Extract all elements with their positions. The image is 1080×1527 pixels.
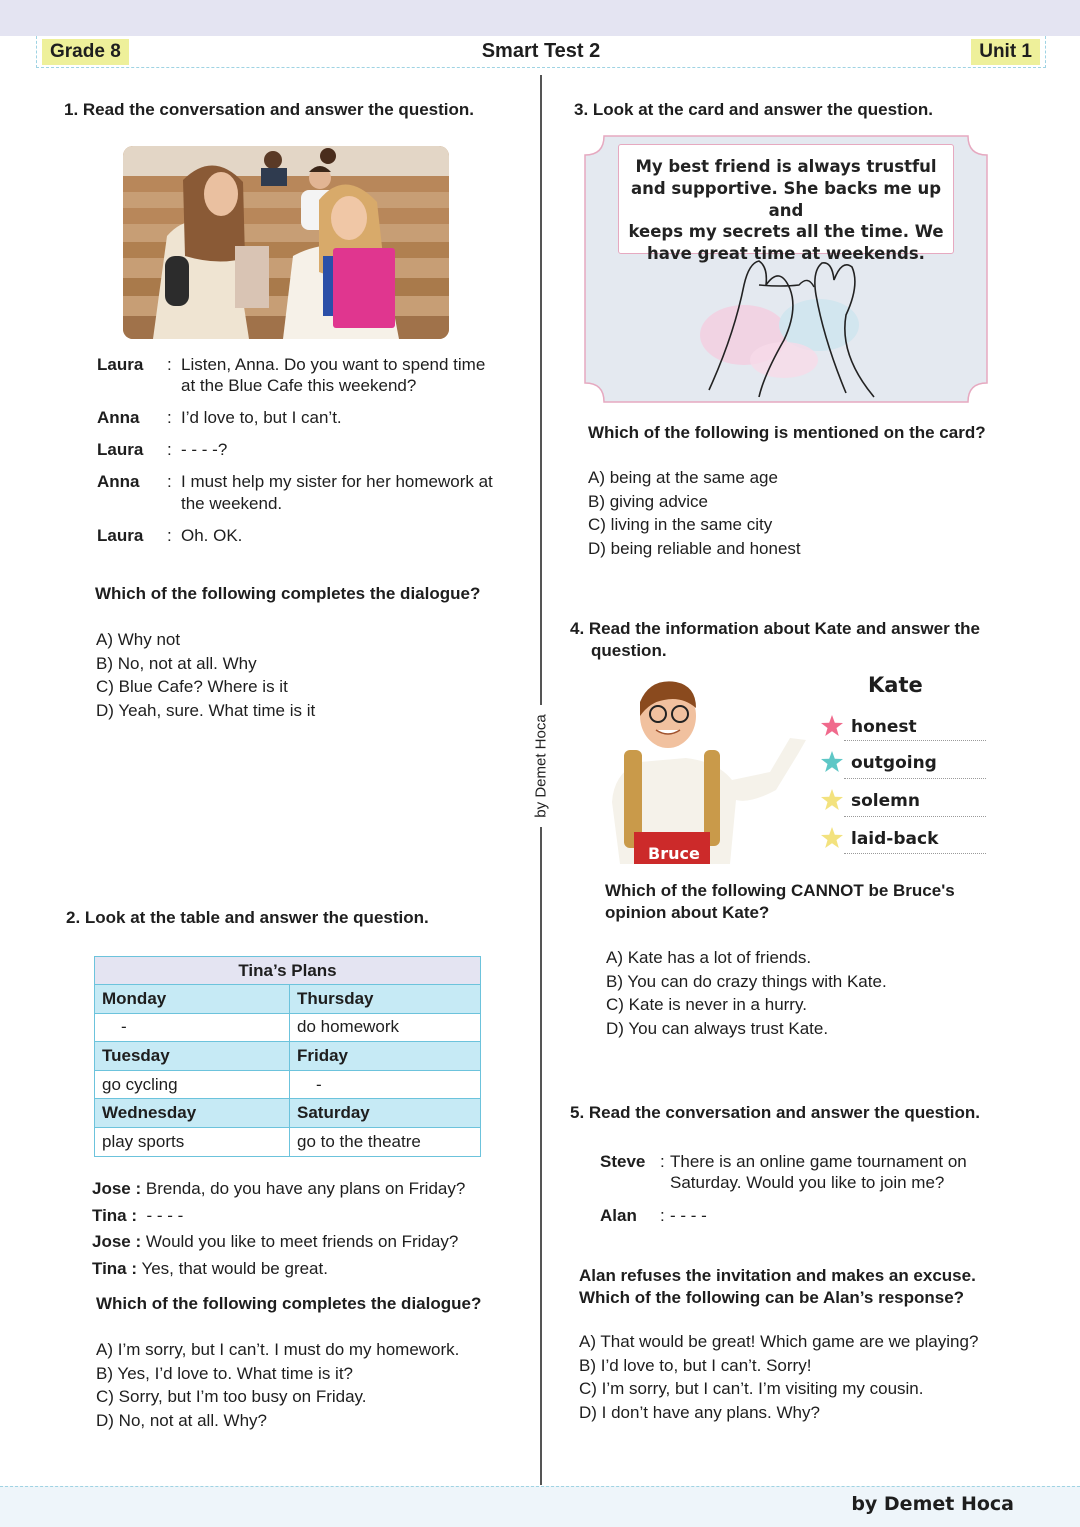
dialogue-line: Anna : I’d love to, but I can’t. <box>97 408 342 427</box>
q1-title: 1. Read the conversation and answer the question. <box>64 100 474 119</box>
q5-question-cont: Which of the following can be Alan’s response? <box>579 1288 965 1307</box>
teal-star-icon <box>820 750 844 774</box>
dialogue-line: Alan : - - - - <box>600 1206 707 1225</box>
trait-honest: honest <box>851 717 917 737</box>
dialogue-line: Jose : Would you like to meet friends on Friday? <box>92 1232 459 1251</box>
q1-options <box>96 628 315 722</box>
q4-title-cont: question. <box>591 641 667 660</box>
option-c[interactable]: C) I’m sorry, but I can’t. I’m visiting my cousin. <box>579 1379 924 1399</box>
card-message: My best friend is always trustful and supportive. She backs me up and keeps my secrets all the time. We have great time at weekends. <box>618 144 954 254</box>
tina-plans-table <box>94 956 481 1157</box>
kate-title: Kate <box>868 673 923 697</box>
pink-star-icon <box>820 714 844 738</box>
table-caption: Tina’s Plans <box>95 957 481 985</box>
option-a[interactable]: A) being at the same age <box>588 468 778 487</box>
option-a[interactable]: A) Kate has a lot of friends. <box>606 948 812 967</box>
option-c[interactable]: C) Kate is never in a hurry. <box>606 995 807 1015</box>
dotted-line <box>844 816 986 817</box>
table-row: play sports go to the theatre <box>95 1127 481 1156</box>
unit-badge: Unit 1 <box>971 39 1040 65</box>
q5-question: Alan refuses the invitation and makes an excuse. <box>579 1266 976 1285</box>
q4-question: Which of the following CANNOT be Bruce's <box>605 881 955 900</box>
dialogue-line: Tina : Yes, that would be great. <box>92 1258 328 1278</box>
q3-options <box>588 466 801 560</box>
trait-laid-back: laid-back <box>851 829 939 849</box>
dialogue-line: Laura : Oh. OK. <box>97 526 243 545</box>
option-d[interactable]: D) Yeah, sure. What time is it <box>96 700 316 720</box>
table-row: - do homework <box>95 1013 481 1042</box>
option-b[interactable]: B) giving advice <box>588 491 709 511</box>
dialogue-line: Steve : There is an online game tournament on <box>600 1152 967 1171</box>
students-photo-illustration <box>123 146 449 339</box>
q3-title: 3. Look at the card and answer the question. <box>574 100 933 119</box>
footer-credit: by Demet Hoca <box>851 1493 1014 1515</box>
worksheet-page: Grade 8 Smart Test 2 Unit 1 by Demet Hoca 1. Read the conversation and answer the question. Laura : Listen, Anna. Do you want to spend time at the Blue Cafe this weekend? Anna : I’d love to, but I can’t. Laura : - - - -? Anna : I must help my sister for her homework at the weekend. Laura : Oh. OK. Which of the following completes the dialogue? A) Why not B) No, not at all. Why C) Blue Cafe? Where is it D) Yeah, sure. What time is it 2. Look at the table and answer the question. Tina’s Plans Monday Thursday - do homework Tuesday Friday go cycling - Wednesday Saturday play sports go to the theatre Jose : Brenda, do you have any plans on Friday? Tina : - - - - Jose : Would you like to meet friends on Friday? Tina : Yes, that would be great. Which of the following completes the dialogue? A) I’m sorry, but I can’t. I must do my homework. B) Yes, I’d love to. What time is it? C) Sorry, but I’m too busy on Friday. D) No, not at all. Why? 3. Look at the card and answer the question. My best friend is always trustful and supportive. She backs me up and keeps my secrets all the time. We have great time at weekends. Which of the following is mentioned on the card? A) being at the same age B) giving advice C) living in the same city D) being reliable and honest 4. Read the information about Kate and answer the question. Bruce Kate honest outgoing solemn laid-back Which of the following CANNOT be Bruce's opinion about Kate? A) Kate has a lot of friends. B) You can do crazy things with Kate. C) Kate is never in a hurry. D) You can always trust Kate. 5. Read the conversation and answer the question. Steve : There is an online game tournament on Saturday. Would you like to join me? Alan : - - - - Alan refuses the invitation and makes an excuse. Which of the following can be Alan’s response? A) That would be great! Which game are we playing? B) I’d love to, but I can’t. Sorry! C) I’m sorry, but I can’t. I’m visiting my cousin. D) I don’t have any plans. Why? by Demet Hoca <box>0 0 1080 1527</box>
table-row: go cycling - <box>95 1070 481 1099</box>
q4-question-cont: opinion about Kate? <box>605 903 770 922</box>
yellow-star-icon <box>820 788 844 812</box>
trait-solemn: solemn <box>851 791 920 811</box>
option-d[interactable]: D) No, not at all. Why? <box>96 1410 268 1430</box>
page-header <box>36 36 1046 68</box>
yellow-star-icon <box>820 826 844 850</box>
dialogue-line: Anna : I must help my sister for her homework at <box>97 472 493 491</box>
top-band <box>0 0 1080 36</box>
option-a[interactable]: A) I’m sorry, but I can’t. I must do my homework. <box>96 1340 460 1359</box>
q4-title: 4. Read the information about Kate and answer the <box>570 619 980 638</box>
q1-question: Which of the following completes the dialogue? <box>95 584 481 603</box>
option-c[interactable]: C) Blue Cafe? Where is it <box>96 677 288 697</box>
option-b[interactable]: B) Yes, I’d love to. What time is it? <box>96 1363 354 1383</box>
table-row: Tuesday Friday <box>95 1042 481 1071</box>
page-title: Smart Test 2 <box>481 40 601 62</box>
table-row: Monday Thursday <box>95 985 481 1014</box>
vertical-credit: by Demet Hoca <box>531 705 551 827</box>
option-c[interactable]: C) Sorry, but I’m too busy on Friday. <box>96 1387 367 1407</box>
bruce-illustration <box>600 672 810 864</box>
q5-title: 5. Read the conversation and answer the question. <box>570 1103 980 1122</box>
q3-question: Which of the following is mentioned on the card? <box>588 423 986 442</box>
grade-badge: Grade 8 <box>42 39 129 65</box>
option-c[interactable]: C) living in the same city <box>588 515 773 535</box>
trait-outgoing: outgoing <box>851 753 937 773</box>
option-b[interactable]: B) You can do crazy things with Kate. <box>606 971 887 991</box>
table-row: Wednesday Saturday <box>95 1099 481 1128</box>
q4-options <box>606 946 887 1040</box>
q2-title: 2. Look at the table and answer the question. <box>66 908 429 927</box>
students-photo <box>123 146 449 339</box>
dialogue-line: Tina : - - - - <box>92 1205 184 1225</box>
option-d[interactable]: D) You can always trust Kate. <box>606 1018 829 1038</box>
q2-question: Which of the following completes the dialogue? <box>96 1294 482 1313</box>
option-d[interactable]: D) I don’t have any plans. Why? <box>579 1402 820 1422</box>
dotted-line <box>844 740 986 741</box>
q2-options <box>96 1338 459 1432</box>
dialogue-line: Jose : Brenda, do you have any plans on Friday? <box>92 1179 466 1198</box>
page-footer <box>0 1486 1080 1527</box>
option-d[interactable]: D) being reliable and honest <box>588 538 801 558</box>
bruce-label: Bruce <box>648 844 700 863</box>
option-a[interactable]: A) Why not <box>96 630 181 649</box>
dialogue-line: Laura : - - - -? <box>97 440 228 459</box>
q2-dialogue <box>92 1176 465 1282</box>
dotted-line <box>844 853 986 854</box>
option-b[interactable]: B) I’d love to, but I can’t. Sorry! <box>579 1355 812 1375</box>
option-b[interactable]: B) No, not at all. Why <box>96 653 257 673</box>
dotted-line <box>844 778 986 779</box>
dialogue-line: Laura : Listen, Anna. Do you want to spend time <box>97 355 486 374</box>
q5-options <box>579 1330 978 1424</box>
option-a[interactable]: A) That would be great! Which game are we playing? <box>579 1332 979 1351</box>
